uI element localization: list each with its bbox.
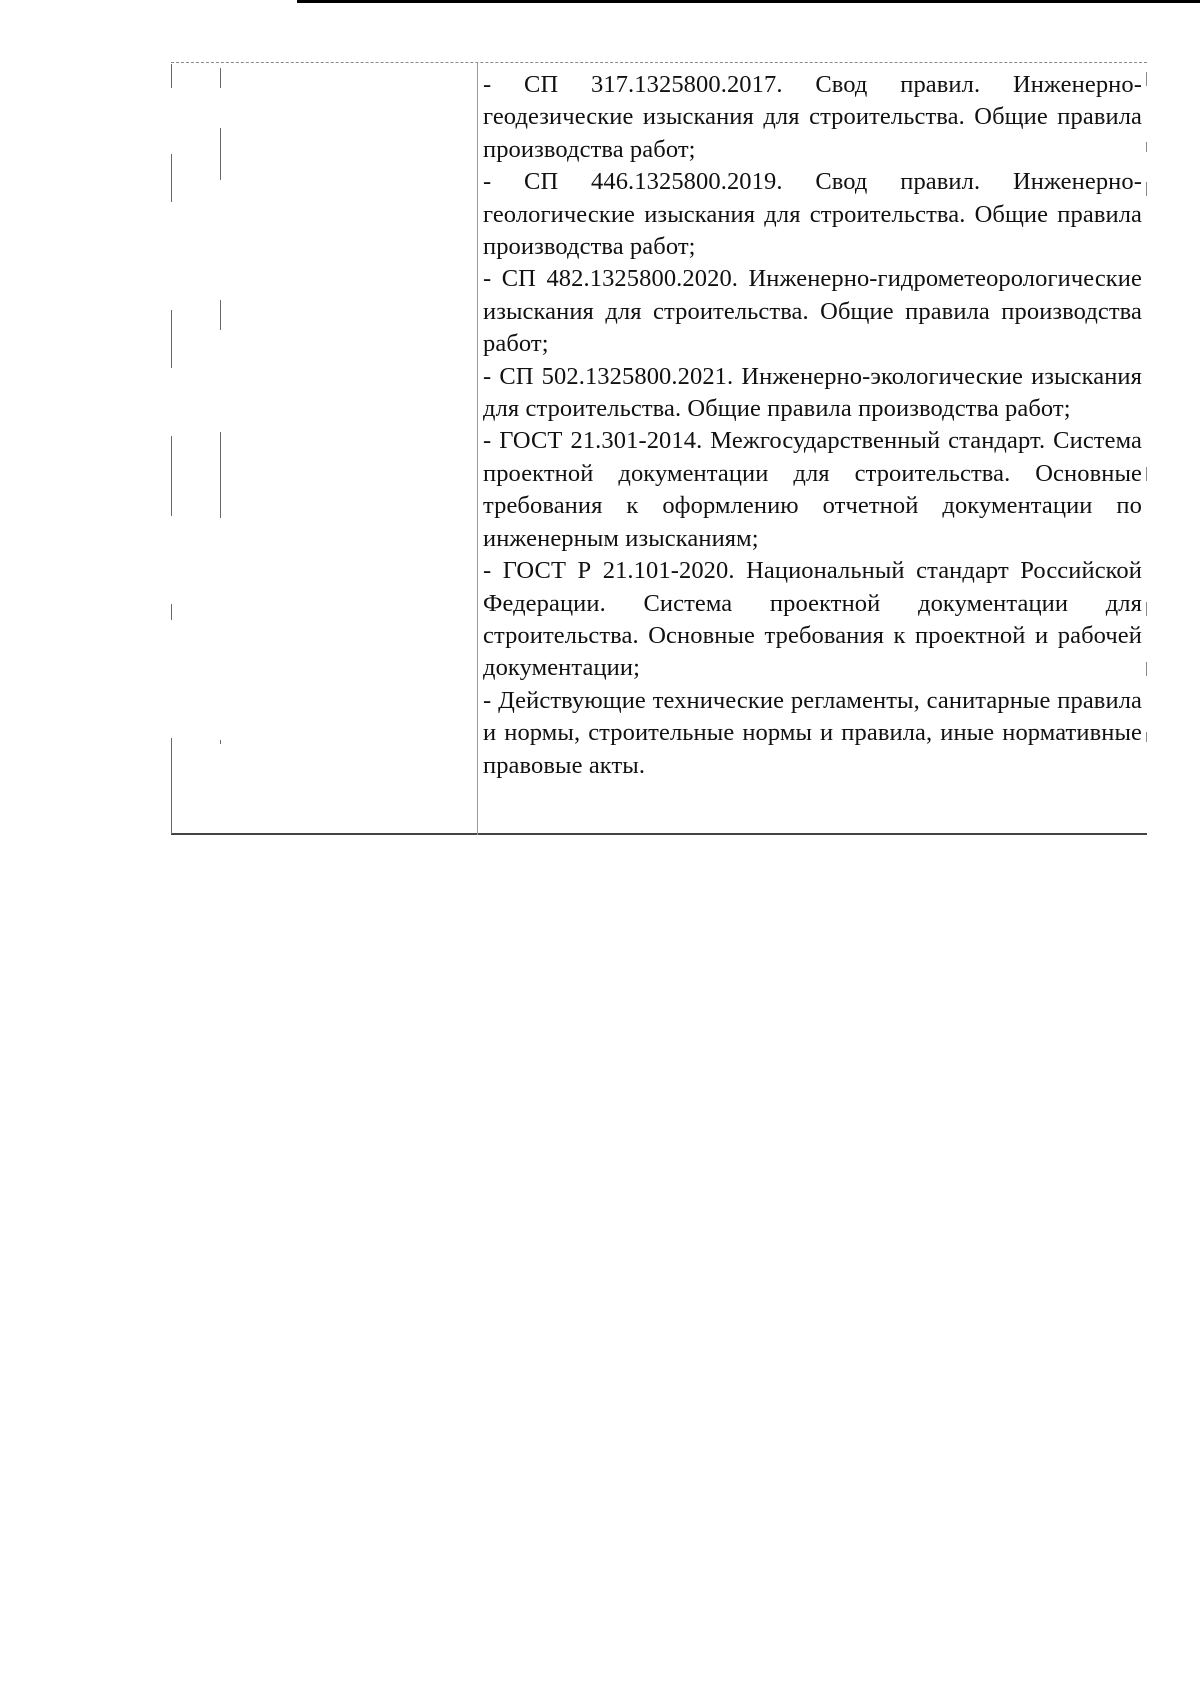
left-column-mark <box>171 436 172 516</box>
right-border-mark <box>1146 182 1147 196</box>
table-top-border <box>171 62 1147 63</box>
right-border-mark <box>1146 732 1147 742</box>
right-border-mark <box>1146 72 1147 86</box>
list-item-gost-r-21-101: - ГОСТ Р 21.101-2020. Национальный стандарт Российской Федерации. Система проектной документации для строительства. Основные требования к проектной и рабочей документации; <box>483 557 1142 682</box>
left-column-mark <box>171 604 172 620</box>
list-item-sp-446: - СП 446.1325800.2019. Свод правил. Инженерно-геологические изыскания для строительства. Общие правила производства работ; <box>483 168 1142 261</box>
left-column-mark <box>220 128 221 180</box>
left-column-mark <box>171 738 172 834</box>
left-column-mark <box>171 154 172 202</box>
right-border-mark <box>1146 662 1147 676</box>
right-border-mark <box>1146 142 1147 152</box>
left-column-mark <box>171 64 172 88</box>
list-item-sp-317: - СП 317.1325800.2017. Свод правил. Инженерно-геодезические изыскания для строительства. Общие правила производства работ; <box>483 71 1142 163</box>
requirements-list <box>483 69 1142 782</box>
list-item-sp-502: - СП 502.1325800.2021. Инженерно-экологические изыскания для строительства. Общие правила производства работ; <box>483 362 1142 423</box>
left-column-mark <box>220 300 221 330</box>
list-item-gost-21-301: - ГОСТ 21.301-2014. Межгосударственный стандарт. Система проектной документации для строительства. Основные требования к оформлению отчетной документации по инженерным изысканиям; <box>483 427 1142 552</box>
list-item-regulations: - Действующие технические регламенты, санитарные правила и нормы, строительные нормы и правила, иные нормативные правовые акты. <box>483 686 1142 779</box>
left-column-mark <box>220 432 221 518</box>
scan-edge-bar <box>297 0 1200 3</box>
list-item-sp-482: - СП 482.1325800.2020. Инженерно-гидрометеорологические изыскания для строительства. Общие правила производства работ; <box>483 265 1142 358</box>
left-column-mark <box>220 68 221 88</box>
left-column-mark <box>220 740 221 744</box>
table-bottom-border <box>171 833 1147 835</box>
left-column-mark <box>171 310 172 368</box>
right-border-mark <box>1146 467 1147 481</box>
right-border-mark <box>1146 602 1147 616</box>
column-divider <box>477 62 478 835</box>
